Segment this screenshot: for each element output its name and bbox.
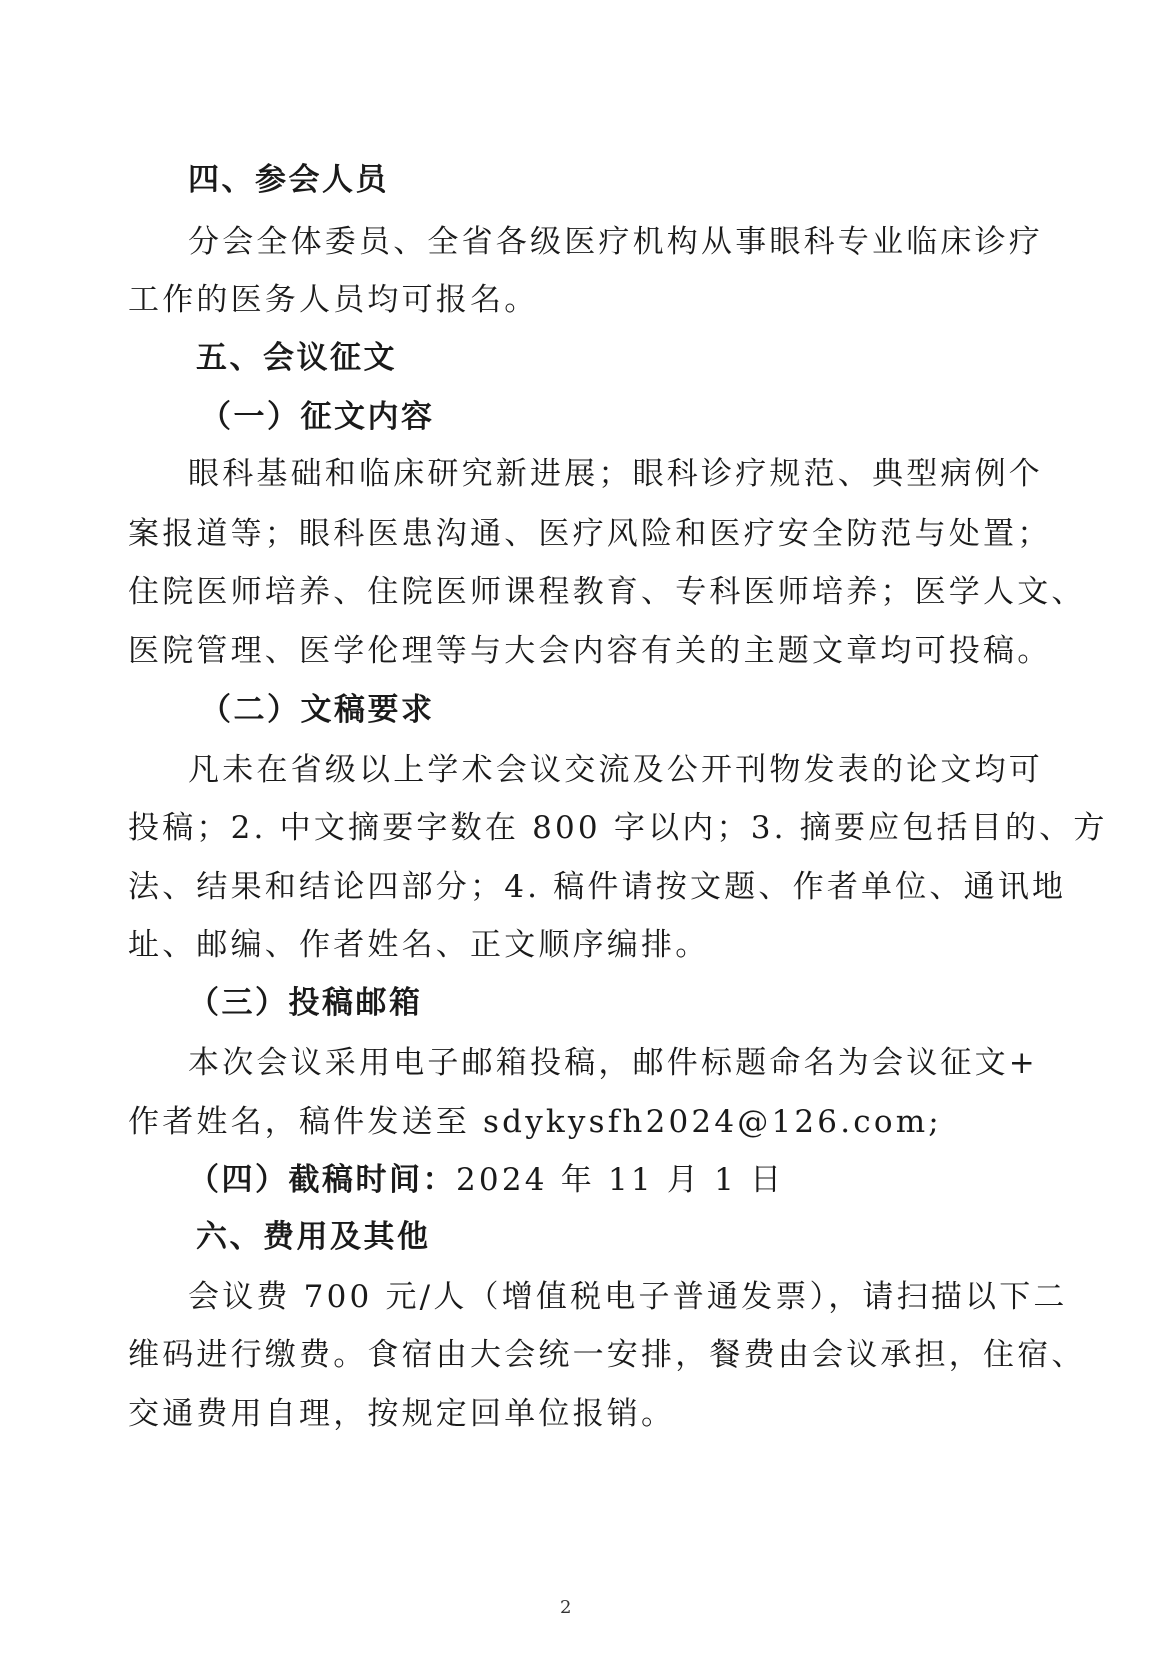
section-5-1-text: 眼科基础和临床研究新进展；眼科诊疗规范、典型病例个 — [188, 456, 1043, 492]
section-6-text: 维码进行缴费。食宿由大会统一安排，餐费由会议承担，住宿、 — [128, 1337, 1086, 1373]
section-5-2-text: 法、结果和结论四部分；4. 稿件请按文题、作者单位、通讯地 — [128, 869, 1067, 905]
section-5-2-text: 凡未在省级以上学术会议交流及公开刊物发表的论文均可 — [188, 752, 1043, 788]
section-4-text: 工作的医务人员均可报名。 — [128, 282, 539, 318]
section-5-1-heading: （一）征文内容 — [200, 399, 435, 435]
section-5-1-text: 案报道等；眼科医患沟通、医疗风险和医疗安全防范与处置； — [128, 516, 1052, 552]
section-5-2-text: 投稿；2. 中文摘要字数在 800 字以内；3. 摘要应包括目的、方 — [128, 810, 1108, 846]
section-5-3-text: 本次会议采用电子邮箱投稿，邮件标题命名为会议征文+ — [188, 1045, 1038, 1081]
section-5-3-heading: （三）投稿邮箱 — [188, 985, 423, 1021]
section-5-heading: 五、会议征文 — [196, 340, 397, 376]
section-6-text: 交通费用自理，按规定回单位报销。 — [128, 1396, 676, 1432]
deadline-line — [188, 1160, 784, 1200]
section-6-text: 会议费 700 元/人（增值税电子普通发票），请扫描以下二 — [188, 1279, 1068, 1315]
section-5-2-text: 址、邮编、作者姓名、正文顺序编排。 — [128, 927, 710, 963]
section-6-heading: 六、费用及其他 — [196, 1219, 431, 1255]
section-5-1-text: 住院医师培养、住院医师课程教育、专科医师培养；医学人文、 — [128, 574, 1086, 610]
section-5-1-text: 医院管理、医学伦理等与大会内容有关的主题文章均可投稿。 — [128, 633, 1052, 669]
section-4-text: 分会全体委员、全省各级医疗机构从事眼科专业临床诊疗 — [188, 224, 1043, 260]
section-5-2-heading: （二）文稿要求 — [200, 692, 435, 728]
section-4-heading: 四、参会人员 — [188, 162, 389, 198]
page-number: 2 — [560, 1597, 572, 1618]
deadline-label: （四）截稿时间： — [188, 1162, 456, 1198]
deadline-value: 2024 年 11 月 1 日 — [456, 1162, 785, 1198]
section-5-3-text: 作者姓名，稿件发送至 sdykysfh2024@126.com; — [128, 1104, 942, 1140]
